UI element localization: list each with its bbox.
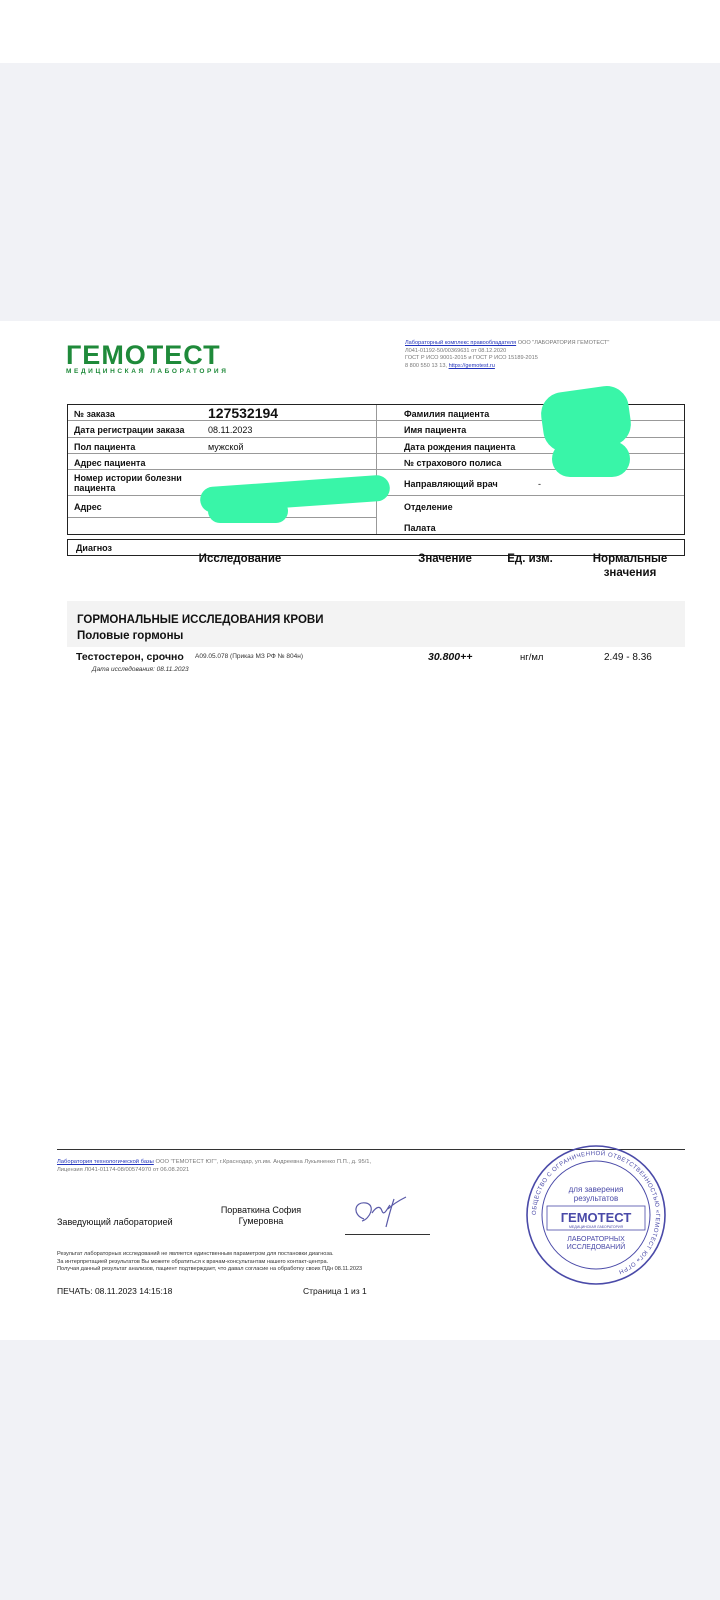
lab-report-page (0, 321, 720, 1340)
disclaimer-line-2: За интерпретацией результатов Вы можете обратиться к врачам-консультантам нашего контакт-центра. (57, 1258, 329, 1265)
doctor-label: Направляющий врач (404, 479, 498, 489)
column-value: Значение (418, 553, 472, 565)
license-info (405, 340, 685, 370)
license-number: Л041-01192-50/00369631 от 08.12.2020 (405, 347, 507, 354)
head-of-lab-label: Заведующий лабораторией (57, 1217, 173, 1227)
policy-label: № страхового полиса (404, 458, 502, 468)
disclaimer (57, 1251, 477, 1274)
section-title: ГОРМОНАЛЬНЫЕ ИССЛЕДОВАНИЯ КРОВИ (77, 614, 324, 626)
order-number: 127532194 (208, 405, 279, 421)
redaction-address-2 (208, 499, 288, 523)
sex-value: мужской (208, 442, 244, 452)
department-label: Отделение (404, 502, 453, 512)
disclaimer-line-1: Результат лабораторных исследований не является единственным параметром для постановки диагноза. (57, 1251, 334, 1257)
order-number-label: № заказа (74, 409, 115, 419)
surname-label: Фамилия пациента (404, 409, 490, 419)
lab-base-link[interactable]: Лаборатория технологической базы (57, 1159, 154, 1165)
address-label: Адрес (74, 502, 102, 512)
column-unit: Ед. изм. (507, 553, 553, 565)
lab-base-license: Лицензия Л041-01174-08/00574970 от 06.08.2021 (57, 1167, 190, 1173)
stamp-brand-sub: МЕДИЦИНСКАЯ ЛАБОРАТОРИЯ (568, 1225, 624, 1229)
column-norm: Нормальные значения (592, 553, 668, 579)
gemotest-logo (66, 340, 229, 375)
signature-image (342, 1189, 422, 1235)
logo-subtitle: МЕДИЦИНСКАЯ ЛАБОРАТОРИЯ (66, 368, 229, 375)
column-study: Исследование (198, 553, 282, 565)
diagnosis-label: Диагноз (76, 543, 112, 553)
lab-base-text: ООО "ГЕМОТЕСТ ЮГ", г.Краснодар, ул.им. Андреевна Лукьяненко П.П., д. 95/1, (155, 1159, 372, 1165)
patient-address-label: Адрес пациента (74, 458, 146, 468)
license-org: ООО "ЛАБОРАТОРИЯ ГЕМОТЕСТ" (517, 340, 610, 346)
lab-base-info (57, 1158, 477, 1174)
result-code: A09.05.078 (Приказ МЗ РФ № 804н) (195, 653, 303, 660)
result-name: Тестостерон, срочно (76, 651, 184, 663)
result-unit: нг/мл (520, 652, 544, 663)
stamp-ring-text: ОБЩЕСТВО С ОГРАНИЧЕННОЙ ОТВЕТСТВЕННОСТЬЮ «ГЕМОТЕСТ ЮГ» ОГРН (531, 1150, 661, 1275)
result-norm: 2.49 - 8.36 (604, 652, 652, 663)
section-subheader (67, 627, 685, 647)
logo-title: ГЕМОТЕСТ (66, 340, 221, 370)
lab-stamp-seal (525, 1144, 667, 1286)
svg-text:для заверения: для заверения (568, 1185, 624, 1194)
license-link[interactable]: Лабораторный комплекс правообладателя (405, 340, 517, 346)
license-gost: ГОСТ Р ИСО 9001-2015 и ГОСТ Р ИСО 15189-2015 (405, 355, 538, 362)
svg-text:результатов: результатов (573, 1194, 619, 1203)
result-date: Дата исследования: 08.11.2023 (92, 666, 189, 673)
reg-date: 08.11.2023 (208, 425, 253, 435)
disclaimer-line-3: Получая данный результат анализов, пациент подтверждает, что давал согласие на обработку своих ПДн 08.11.2023 (57, 1266, 363, 1272)
section-subtitle: Половые гормоны (77, 630, 184, 642)
top-background (0, 63, 720, 321)
birth-date-label: Дата рождения пациента (404, 442, 516, 452)
site-link[interactable]: https://gemotest.ru (448, 362, 495, 369)
redaction-patient-birth (552, 441, 630, 477)
history-number-label: Номер истории болезни пациента (74, 473, 182, 493)
stamp-brand: ГЕМОТЕСТ (560, 1210, 632, 1225)
license-phone: 8 800 550 13 13, (405, 362, 447, 369)
doctor-value: - (538, 479, 541, 489)
svg-text:ИССЛЕДОВАНИЙ: ИССЛЕДОВАНИЙ (566, 1244, 626, 1251)
head-of-lab-name: Порваткина София Гумеровна (220, 1205, 302, 1226)
svg-text:ЛАБОРАТОРНЫХ: ЛАБОРАТОРНЫХ (567, 1236, 625, 1243)
ward-label: Палата (404, 523, 436, 533)
reg-date-label: Дата регистрации заказа (74, 425, 185, 435)
name-label: Имя пациента (404, 425, 467, 435)
page-number: Страница 1 из 1 (303, 1286, 367, 1296)
print-datetime: ПЕЧАТЬ: 08.11.2023 14:15:18 (57, 1286, 173, 1296)
sex-label: Пол пациента (74, 442, 136, 452)
bottom-background (0, 1340, 720, 1600)
signature-line (345, 1234, 430, 1235)
result-value: 30.800++ (428, 651, 473, 663)
